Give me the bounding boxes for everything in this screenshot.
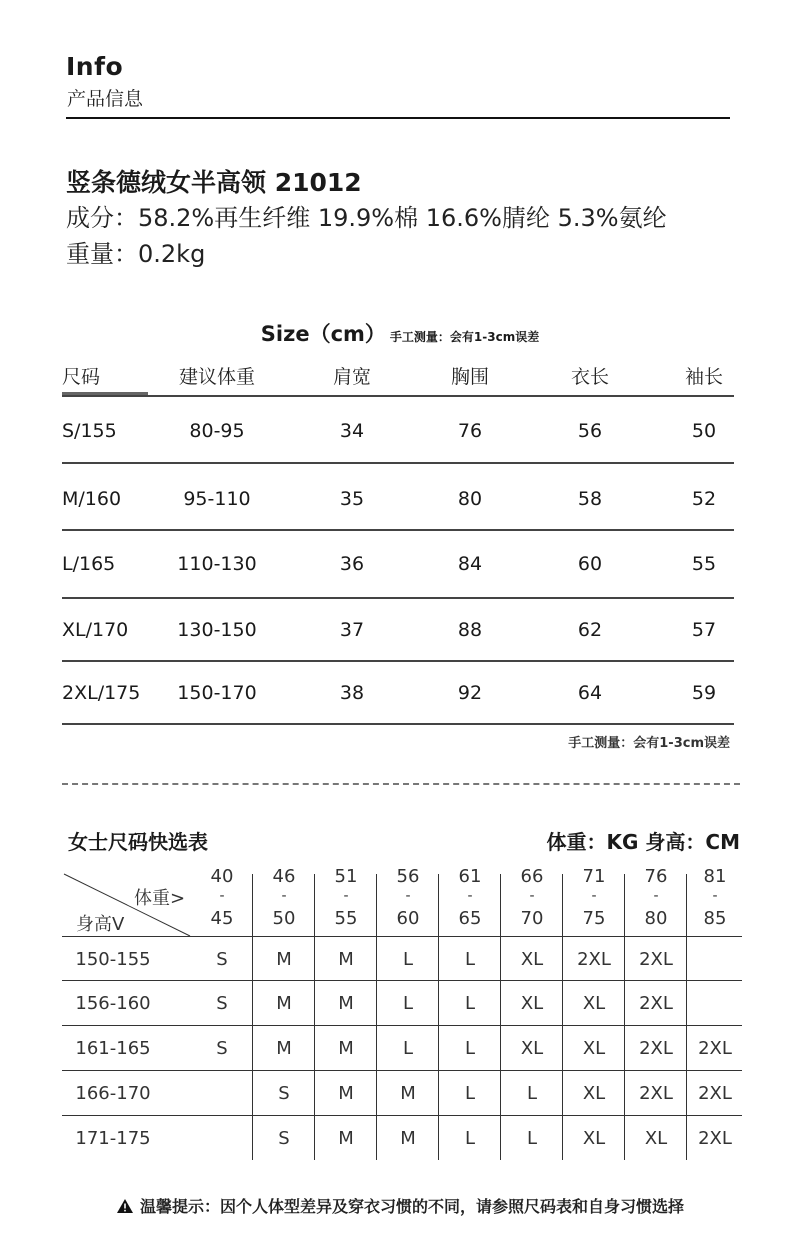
quick-table-column-line (500, 874, 501, 1160)
size-cell-value: 37 (339, 619, 365, 641)
weight-range-min: 61 (458, 866, 482, 887)
size-cell-value: 95-110 (183, 488, 251, 510)
quick-size-cell: M (338, 993, 354, 1014)
weight-range-min: 46 (272, 866, 296, 887)
size-table-rule (62, 723, 734, 725)
col-chest: 胸围 (450, 366, 490, 388)
size-table-rule (62, 529, 734, 531)
weight-range-dash: - (712, 888, 718, 904)
size-cell-value: 35 (339, 488, 365, 510)
quick-size-cell: S (216, 993, 228, 1014)
weight-range-max: 70 (520, 908, 544, 929)
quick-table-column-line (252, 874, 253, 1160)
size-cell-value: 80 (457, 488, 483, 510)
quick-size-cell: 2XL (698, 1083, 732, 1104)
size-cell-value: 57 (691, 619, 717, 641)
size-cell-value: 58 (577, 488, 603, 510)
quick-size-cell: L (464, 949, 476, 970)
quick-table-column-line (562, 874, 563, 1160)
quick-table-column-line (376, 874, 377, 1160)
quick-size-cell: L (464, 1128, 476, 1149)
size-cell-value: 34 (339, 420, 365, 442)
size-cell-value: 88 (457, 619, 483, 641)
quick-size-cell: 2XL (698, 1038, 732, 1059)
quick-size-cell: 2XL (639, 1083, 673, 1104)
quick-size-cell: 2XL (698, 1128, 732, 1149)
size-cell-value: 60 (577, 553, 603, 575)
quick-size-cell: M (400, 1083, 416, 1104)
size-table-rule (62, 660, 734, 662)
size-cell-value: 76 (457, 420, 483, 442)
quick-size-cell: XL (582, 1038, 606, 1059)
size-table-rule (62, 597, 734, 599)
quick-size-cell: S (216, 1038, 228, 1059)
weight-range-max: 45 (210, 908, 234, 929)
weight-range-max: 50 (272, 908, 296, 929)
weight-range-dash: - (591, 888, 597, 904)
weight-range-min: 81 (703, 866, 727, 887)
quick-size-cell: M (338, 949, 354, 970)
footer-label: 温馨提示： (139, 1197, 220, 1216)
quick-table-row-line (62, 936, 742, 937)
quick-table-column-line (438, 874, 439, 1160)
weight-range-min: 56 (396, 866, 420, 887)
quick-size-cell: L (464, 1038, 476, 1059)
size-table-heading (0, 318, 800, 348)
footer-text: 因个人体型差异及穿衣习惯的不同，请参照尺码表和自身习惯选择 (220, 1197, 685, 1216)
height-range-label: 171-175 (75, 1128, 151, 1149)
size-cell-value: 92 (457, 682, 483, 704)
weight-range-min: 71 (582, 866, 606, 887)
quick-size-cell: L (464, 1083, 476, 1104)
quick-size-cell: XL (520, 993, 544, 1014)
weight-range-dash: - (281, 888, 287, 904)
quick-size-cell: 2XL (577, 949, 611, 970)
height-range-label: 161-165 (75, 1038, 151, 1059)
quick-size-cell: 2XL (639, 949, 673, 970)
dashed-divider (62, 783, 740, 785)
quick-size-cell: 2XL (639, 993, 673, 1014)
size-cell-value: 64 (577, 682, 603, 704)
weight-range-dash: - (529, 888, 535, 904)
quick-table-row-line (62, 1070, 742, 1071)
size-cell-label: 2XL/175 (62, 682, 141, 704)
size-cell-value: 110-130 (177, 553, 257, 575)
size-cell-value: 38 (339, 682, 365, 704)
product-name: 竖条德绒女半高领 21012 (66, 168, 362, 197)
quick-size-cell: L (526, 1083, 538, 1104)
quick-table-row-line (62, 980, 742, 981)
weight-range-dash: - (405, 888, 411, 904)
quick-table-row-line (62, 1025, 742, 1026)
size-heading-label: Size（cm） (260, 322, 386, 346)
quick-size-cell: M (338, 1083, 354, 1104)
quick-size-cell: XL (520, 1038, 544, 1059)
product-weight: 重量：0.2kg (66, 240, 206, 268)
col-size: 尺码 (62, 366, 101, 388)
weight-range-max: 65 (458, 908, 482, 929)
col-shoulder: 肩宽 (332, 366, 372, 388)
size-cell-value: 59 (691, 682, 717, 704)
size-cell-value: 50 (691, 420, 717, 442)
quick-size-cell: M (276, 1038, 292, 1059)
info-subtitle: 产品信息 (67, 88, 144, 110)
weight-range-dash: - (467, 888, 473, 904)
info-title: Info (66, 52, 124, 81)
weight-range-dash: - (343, 888, 349, 904)
quick-size-table (62, 860, 742, 1160)
quick-table-title: 女士尺码快选表 (68, 830, 208, 854)
weight-range-min: 51 (334, 866, 358, 887)
size-heading-note: 手工测量：会有1-3cm误差 (389, 330, 540, 344)
size-cell-value: 130-150 (177, 619, 257, 641)
header-divider (66, 117, 730, 119)
size-cell-value: 62 (577, 619, 603, 641)
weight-range-max: 85 (703, 908, 727, 929)
size-table-header (62, 362, 734, 396)
size-cell-value: 52 (691, 488, 717, 510)
weight-range-min: 40 (210, 866, 234, 887)
weight-range-max: 80 (644, 908, 668, 929)
weight-range-min: 76 (644, 866, 668, 887)
weight-range-max: 60 (396, 908, 420, 929)
col-weight: 建议体重 (178, 366, 256, 388)
quick-size-cell: L (402, 949, 414, 970)
quick-table-units: 体重：KG 身高：CM (546, 830, 740, 854)
quick-table-row-line (62, 1115, 742, 1116)
corner-height-label: 身高V (76, 914, 125, 935)
size-cell-value: 56 (577, 420, 603, 442)
height-range-label: 150-155 (75, 949, 151, 970)
footer-tip (0, 1194, 800, 1217)
weight-range-max: 55 (334, 908, 358, 929)
size-cell-label: L/165 (62, 553, 116, 575)
height-range-label: 156-160 (75, 993, 151, 1014)
quick-size-cell: XL (644, 1128, 668, 1149)
quick-size-cell: M (276, 993, 292, 1014)
quick-table-column-line (686, 874, 687, 1160)
weight-range-dash: - (653, 888, 659, 904)
quick-size-cell: L (526, 1128, 538, 1149)
quick-table-column-line (624, 874, 625, 1160)
quick-size-cell: L (402, 993, 414, 1014)
quick-size-cell: XL (582, 1083, 606, 1104)
size-row (62, 488, 734, 518)
quick-size-cell: M (338, 1038, 354, 1059)
size-cell-label: XL/170 (62, 619, 129, 641)
quick-size-cell: XL (582, 1128, 606, 1149)
weight-range-dash: - (219, 888, 225, 904)
quick-size-cell: L (402, 1038, 414, 1059)
quick-size-cell: S (278, 1083, 290, 1104)
size-cell-value: 80-95 (189, 420, 245, 442)
weight-range-min: 66 (520, 866, 544, 887)
size-cell-value: 84 (457, 553, 483, 575)
product-composition: 成分：58.2%再生纤维 19.9%棉 16.6%腈纶 5.3%氨纶 (66, 204, 667, 232)
size-table-rule (62, 395, 734, 397)
quick-size-cell: S (216, 949, 228, 970)
size-table-rule (62, 462, 734, 464)
size-cell-label: S/155 (62, 420, 117, 442)
size-note-bottom: 手工测量：会有1-3cm误差 (568, 736, 730, 751)
quick-size-cell: S (278, 1128, 290, 1149)
quick-size-cell: L (464, 993, 476, 1014)
warning-icon (116, 1198, 134, 1214)
weight-range-max: 75 (582, 908, 606, 929)
col-length: 衣长 (570, 366, 610, 388)
height-range-label: 166-170 (75, 1083, 151, 1104)
size-row (62, 553, 734, 583)
quick-size-cell: XL (520, 949, 544, 970)
quick-size-cell: XL (582, 993, 606, 1014)
quick-size-cell: M (400, 1128, 416, 1149)
quick-size-cell: M (338, 1128, 354, 1149)
quick-table-column-line (314, 874, 315, 1160)
size-cell-value: 55 (691, 553, 717, 575)
quick-size-cell: 2XL (639, 1038, 673, 1059)
size-row (62, 682, 734, 712)
corner-weight-label: 体重> (134, 888, 186, 909)
quick-size-cell: M (276, 949, 292, 970)
size-row (62, 420, 734, 450)
size-row (62, 619, 734, 649)
size-cell-value: 36 (339, 553, 365, 575)
size-cell-value: 150-170 (177, 682, 257, 704)
col-sleeve: 袖长 (684, 366, 724, 388)
size-cell-label: M/160 (62, 488, 122, 510)
